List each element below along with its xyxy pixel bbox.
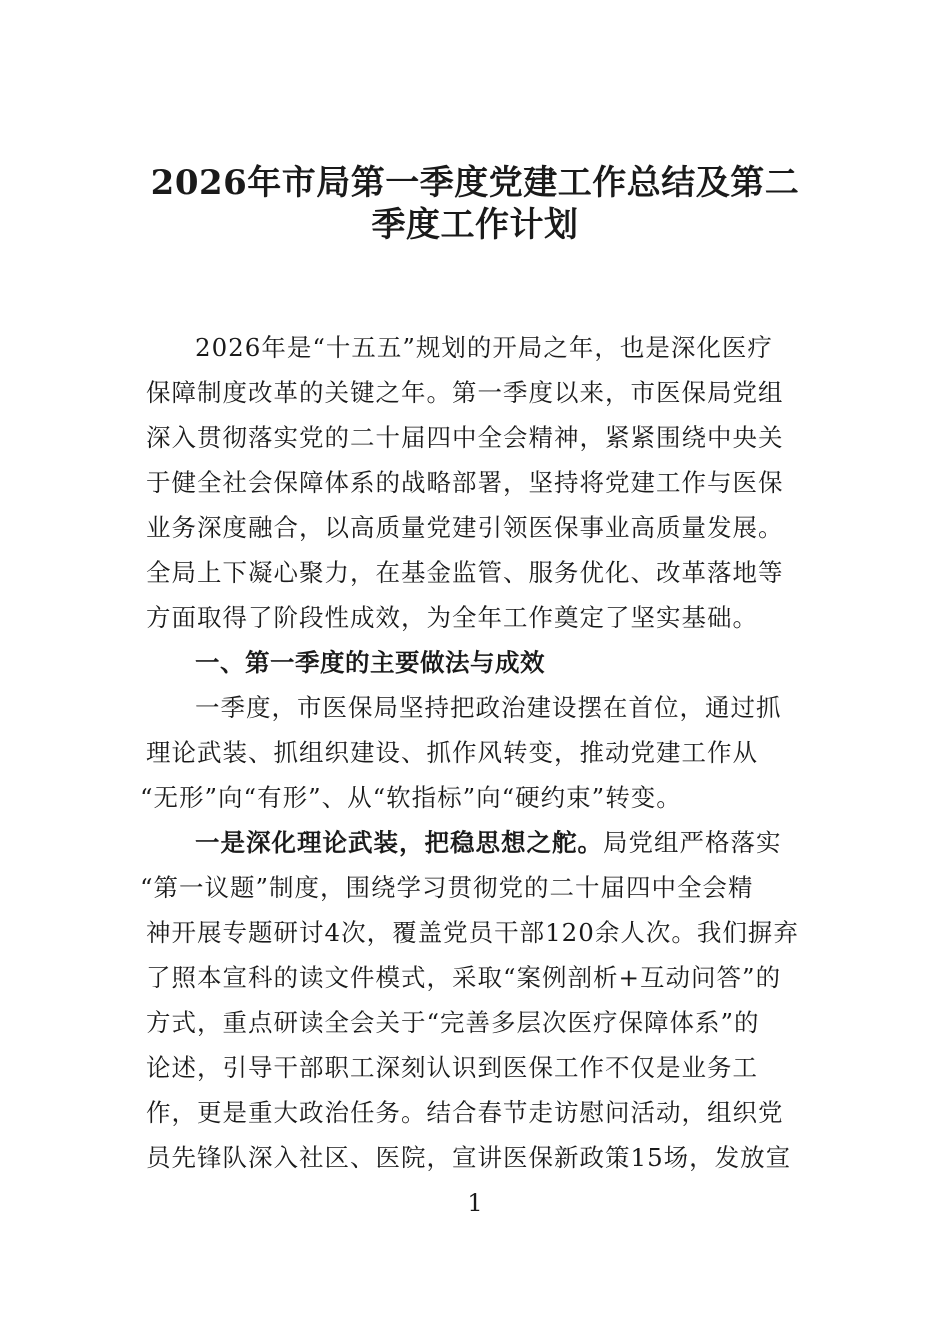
point1-line: 作，更是重大政治任务。结合春节走访慰问活动，组织党 [146, 1098, 784, 1127]
intro-line: 深入贯彻落实党的二十届四中全会精神，紧紧围绕中央关 [146, 423, 784, 452]
point1-line: 神开展专题研讨4次，覆盖党员干部120余人次。我们摒弃 [146, 918, 799, 947]
point1-line: 方式，重点研读全会关于“完善多层次医疗保障体系”的 [146, 1008, 760, 1037]
intro-line: 保障制度改革的关键之年。第一季度以来，市医保局党组 [146, 378, 784, 407]
intro-line: 方面取得了阶段性成效，为全年工作奠定了坚实基础。 [146, 603, 758, 632]
point1-first-rest: 局党组严格落实 [603, 828, 782, 857]
point1-lead: 一是深化理论武装，把稳思想之舵。 [195, 828, 603, 857]
title-line-1: 2026年市局第一季度党建工作总结及第二 [150, 163, 800, 203]
point1-line: “第一议题”制度，围绕学习贯彻党的二十届四中全会精 [140, 873, 754, 902]
point1-line: 论述，引导干部职工深刻认识到医保工作不仅是业务工 [146, 1053, 758, 1082]
intro-line: 业务深度融合，以高质量党建引领医保事业高质量发展。 [146, 513, 784, 542]
section-intro-line: “无形”向“有形”、从“软指标”向“硬约束”转变。 [140, 783, 682, 812]
section-intro-line: 理论武装、抓组织建设、抓作风转变，推动党建工作从 [146, 738, 758, 767]
section-heading: 一、第一季度的主要做法与成效 [195, 648, 545, 677]
intro-line: 全局上下凝心聚力，在基金监管、服务优化、改革落地等 [146, 558, 784, 587]
point1-line: 了照本宣科的读文件模式，采取“案例剖析+互动问答”的 [146, 963, 782, 992]
section-intro-line: 一季度，市医保局坚持把政治建设摆在首位，通过抓 [195, 693, 782, 722]
page-number: 1 [467, 1189, 483, 1217]
point1-first-line [195, 828, 782, 858]
intro-line: 2026年是“十五五”规划的开局之年，也是深化医疗 [195, 333, 773, 362]
point1-line: 员先锋队深入社区、医院，宣讲医保新政策15场，发放宣 [146, 1143, 792, 1172]
title-line-2: 季度工作计划 [371, 205, 579, 245]
intro-line: 于健全社会保障体系的战略部署，坚持将党建工作与医保 [146, 468, 784, 497]
